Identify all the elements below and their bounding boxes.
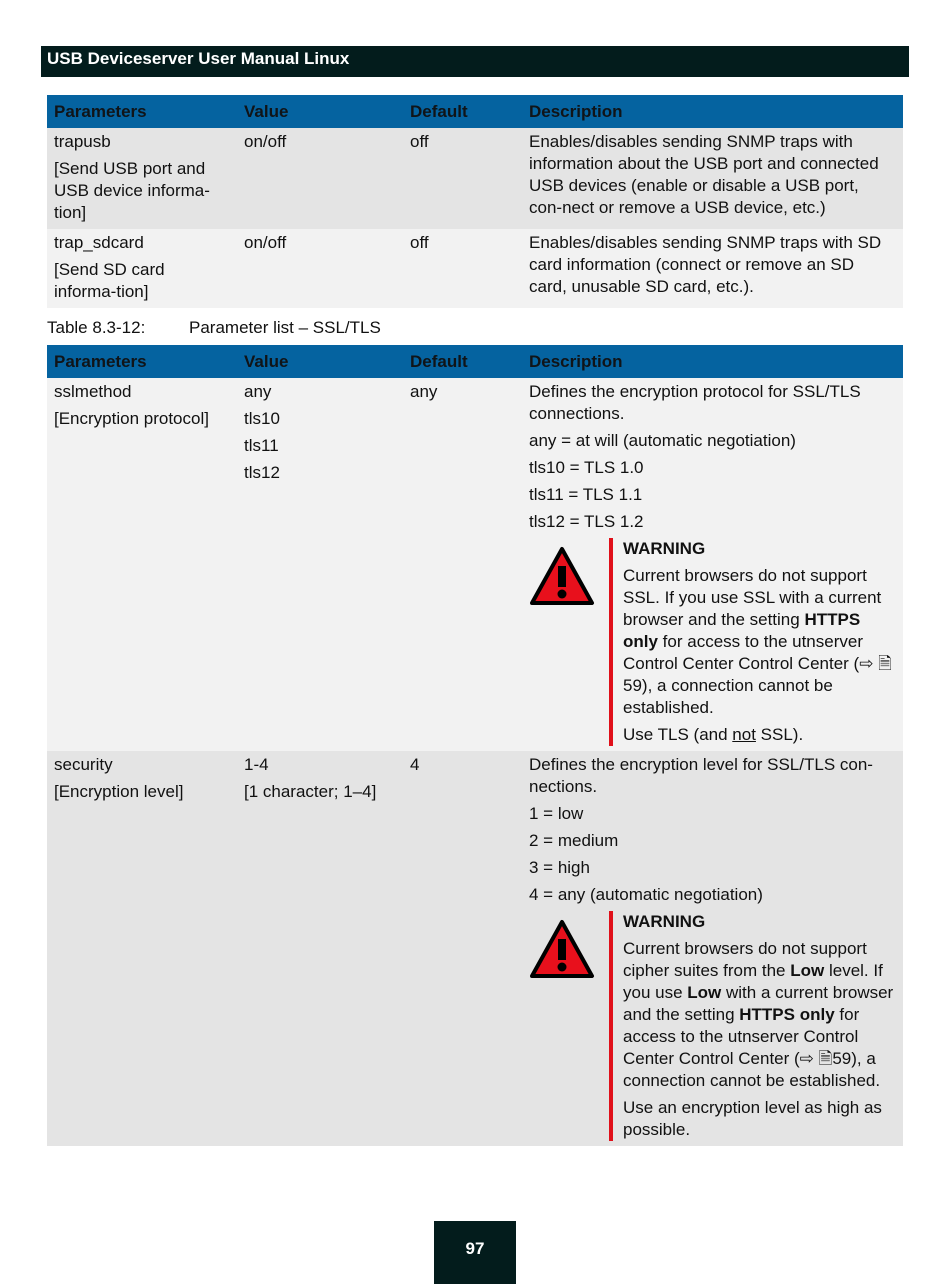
header-description: Description [522, 345, 903, 378]
option-item: tls10 = TLS 1.0 [529, 458, 644, 477]
option-item: tls11 = TLS 1.1 [529, 485, 643, 504]
description-text: Defines the encryption level for SSL/TLS con-nections. [529, 755, 873, 796]
warning-body: Current browsers do not support cipher suites from the Low level. If you use Low with a current browser and the setting HTTPS only for access to the utnserver Control Center Control Center (⇨ 🗎59), a connection cannot be established. [623, 939, 894, 1090]
table-row [47, 751, 903, 1146]
default-cell: off [403, 128, 522, 229]
param-name: sslmethod [54, 382, 132, 401]
value-item: tls11 [244, 436, 279, 455]
param-name: trapusb [54, 132, 111, 151]
warning-title: WARNING [623, 539, 706, 558]
param-desc: [Send SD card informa-tion] [54, 260, 165, 301]
description-text: Defines the encryption protocol for SSL/TLS connections. [529, 382, 861, 423]
value-item: 1-4 [244, 755, 269, 774]
table-caption-text: Parameter list – SSL/TLS [189, 318, 381, 337]
warning-body: Current browsers do not support SSL. If you use SSL with a current browser and the setting HTTPS only for access to the utnserver Control Center Control Center (⇨ 🗎59), a connection cannot be established. [623, 566, 892, 717]
param-desc: [Encryption level] [54, 782, 184, 801]
option-item: 1 = low [529, 804, 584, 823]
header-default: Default [403, 95, 522, 128]
value-item: any [244, 382, 272, 401]
table-row [47, 229, 903, 308]
warning-icon [529, 546, 595, 606]
value-cell: on/off [237, 128, 403, 229]
option-item: tls12 = TLS 1.2 [529, 512, 644, 531]
warning-box [529, 911, 896, 1141]
warning-box [529, 538, 896, 746]
value-cell [237, 751, 403, 1146]
table-row [47, 378, 903, 751]
description-cell: Enables/disables sending SNMP traps with information about the USB port and connected USB devices (enable or disable a USB port, con-nect or remove a USB device, etc.) [522, 128, 903, 229]
default-cell: any [403, 378, 522, 751]
table-caption-number: Table 8.3-12: [47, 318, 146, 337]
warning-bar [609, 911, 613, 1141]
header-default: Default [403, 345, 522, 378]
header-parameters: Parameters [47, 345, 237, 378]
warning-text [623, 538, 896, 746]
table-row [47, 128, 903, 229]
value-cell [237, 378, 403, 751]
table-header-row [47, 95, 903, 128]
warning-advice: Use TLS (and not SSL). [623, 725, 804, 744]
default-cell: off [403, 229, 522, 308]
param-cell [47, 751, 237, 1146]
value-item: tls12 [244, 463, 280, 482]
warning-bar [609, 538, 613, 746]
header-value: Value [237, 345, 403, 378]
description-cell [522, 751, 903, 1146]
header-parameters: Parameters [47, 95, 237, 128]
table-header-row [47, 345, 903, 378]
header-description: Description [522, 95, 903, 128]
param-cell [47, 378, 237, 751]
value-cell: on/off [237, 229, 403, 308]
page-number: 97 [434, 1221, 516, 1284]
option-item: any = at will (automatic negotiation) [529, 431, 796, 450]
description-cell: Enables/disables sending SNMP traps with SD card information (connect or remove an SD card, unusable SD card, etc.). [522, 229, 903, 308]
warning-title: WARNING [623, 912, 706, 931]
param-name: security [54, 755, 113, 774]
param-name: trap_sdcard [54, 233, 144, 252]
parameter-table-ssl [47, 345, 903, 1146]
parameter-table-snmp [47, 95, 903, 308]
option-item: 2 = medium [529, 831, 619, 850]
param-cell [47, 229, 237, 308]
value-item: [1 character; 1–4] [244, 782, 377, 801]
description-cell [522, 378, 903, 751]
table-caption [47, 318, 381, 338]
warning-icon [529, 919, 595, 979]
header-value: Value [237, 95, 403, 128]
warning-advice: Use an encryption level as high as possible. [623, 1098, 882, 1139]
param-desc: [Send USB port and USB device informa-tion] [54, 159, 210, 222]
warning-text [623, 911, 896, 1141]
param-desc: [Encryption protocol] [54, 409, 209, 428]
option-item: 4 = any (automatic negotiation) [529, 885, 763, 904]
value-item: tls10 [244, 409, 280, 428]
option-item: 3 = high [529, 858, 590, 877]
document-header: USB Deviceserver User Manual Linux [41, 46, 909, 77]
param-cell [47, 128, 237, 229]
default-cell: 4 [403, 751, 522, 1146]
